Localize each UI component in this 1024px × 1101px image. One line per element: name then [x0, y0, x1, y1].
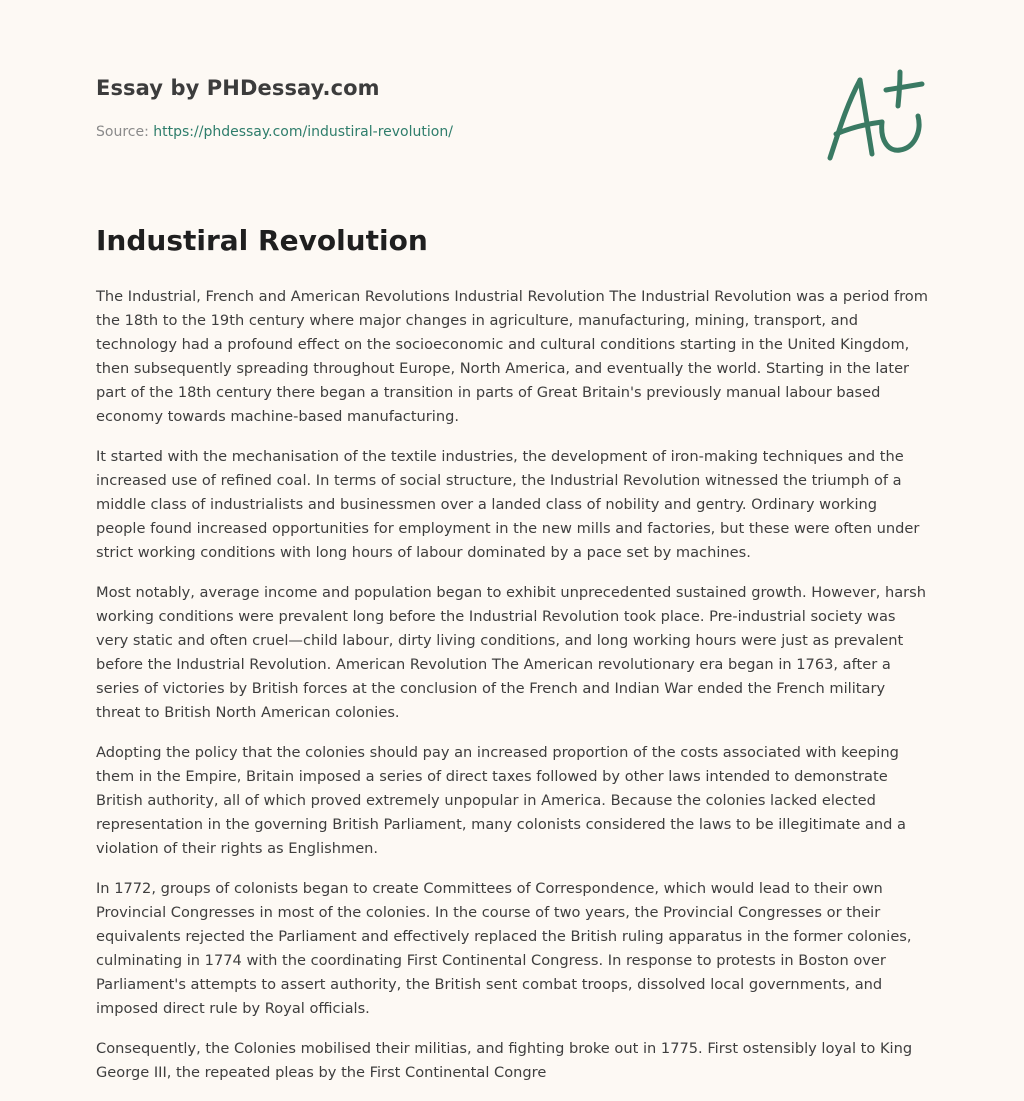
essay-paragraph-4: Adopting the policy that the colonies should pay an increased proportion of the costs associated with keeping them in the Empire, Britain imposed a series of direct taxes followed by other laws intended to demonstrate British authority, all of which proved extremely unpopular in America. Because the colonies lacked elected representation in the governing British Parliament, many colonists considered the laws to be illegitimate and a violation of their rights as Englishmen. — [96, 744, 906, 857]
logo-a-right-stroke — [860, 80, 872, 154]
logo-a-left-stroke — [830, 80, 860, 158]
logo-plus-horizontal-stroke — [886, 84, 922, 90]
logo-hook-stroke — [882, 116, 919, 150]
source-link[interactable]: https://phdessay.com/industiral-revolution/ — [153, 124, 453, 140]
source-label: Source: — [96, 124, 154, 140]
essay-paragraph-3: Most notably, average income and population began to exhibit unprecedented sustained growth. However, harsh working conditions were prevalent long before the Industrial Revolution took place. Pre-industrial society was very static and often cruel—child labour, dirty living conditions, and long working hours were just as prevalent before the Industrial Revolution. American Revolution The American revolutionary era began in 1763, after a series of victories by British forces at the conclusion of the French and Indian War ended the French military threat to British North American colonies. — [96, 584, 927, 721]
source-line — [96, 124, 453, 140]
essay-paragraph-6: Consequently, the Colonies mobilised their militias, and fighting broke out in 1775. First ostensibly loyal to King George III, the repeated pleas by the First Continental Congre — [96, 1040, 913, 1081]
essay-title: Industiral Revolution — [96, 224, 428, 257]
essay-paragraph-2: It started with the mechanisation of the textile industries, the development of iron-making techniques and the increased use of refined coal. In terms of social structure, the Industrial Revolution witnessed the triumph of a middle class of industrialists and businessmen over a landed class of nobility and gentry. Ordinary working people found increased opportunities for employment in the new mills and factories, but these were often under strict working conditions with long hours of labour dominated by a pace set by machines. — [96, 448, 920, 561]
brand-title: Essay by PHDessay.com — [96, 76, 380, 100]
essay-paragraph-1: The Industrial, French and American Revolutions Industrial Revolution The Industrial Revolution was a period from the 18th to the 19th century where major changes in agriculture, manufacturing, mining, transport, and technology had a profound effect on the socioeconomic and cultural conditions starting in the United Kingdom, then subsequently spreading throughout Europe, North America, and eventually the world. Starting in the later part of the 18th century there began a transition in parts of Great Britain's previously manual labour based economy towards machine-based manufacturing. — [96, 288, 928, 425]
a-plus-logo-icon — [822, 68, 928, 168]
essay-body — [96, 285, 928, 1101]
essay-paragraph-5: In 1772, groups of colonists began to create Committees of Correspondence, which would lead to their own Provincial Congresses in most of the colonies. In the course of two years, the Provincial Congresses or their equivalents rejected the Parliament and effectively replaced the British ruling apparatus in the former colonies, culminating in 1774 with the coordinating First Continental Congress. In response to protests in Boston over Parliament's attempts to assert authority, the British sent combat troops, dissolved local governments, and imposed direct rule by Royal officials. — [96, 880, 912, 1017]
